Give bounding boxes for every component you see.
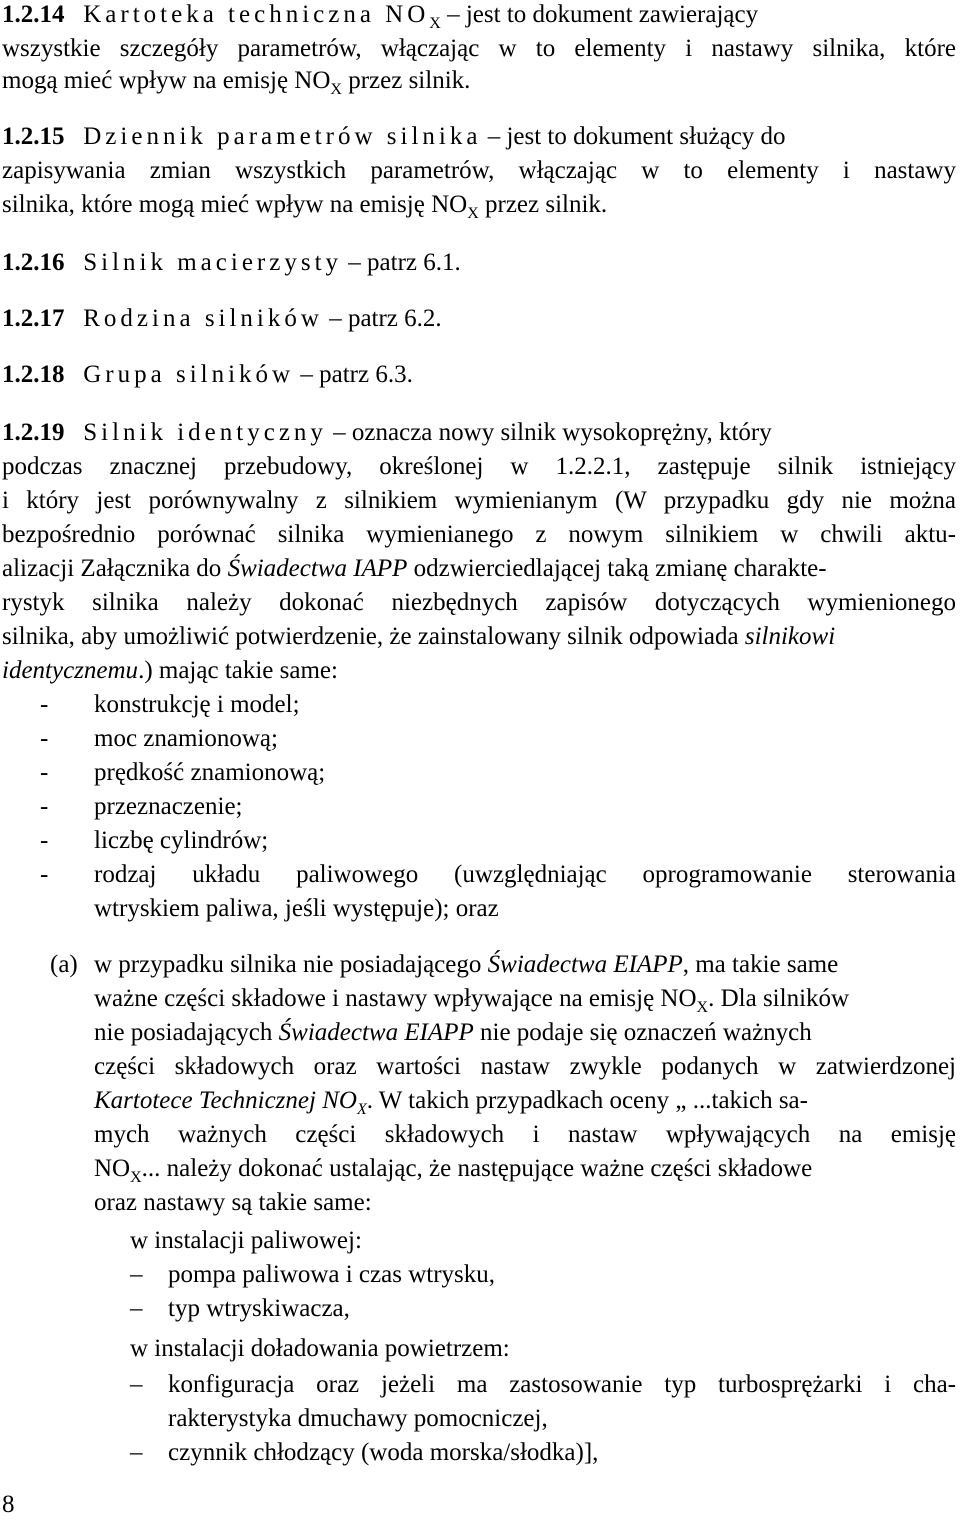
text: , ma takie same xyxy=(682,951,839,978)
list-item: rodzaj układu paliwowego (uwzględniając oprogramowanie sterowania xyxy=(94,861,956,888)
subscript-x: X xyxy=(696,999,709,1016)
section-number: 1.2.16 xyxy=(2,249,65,276)
section-1-2-19-line8 xyxy=(2,656,338,686)
section-1-2-16 xyxy=(2,248,461,278)
air-item: konfiguracja oraz jeżeli ma zastosowanie typ turbosprężarki i cha- xyxy=(168,1371,956,1398)
para-a-line3 xyxy=(94,1018,812,1048)
text: silnika, które mogą mieć wpływ na emisję NO xyxy=(2,191,468,218)
list-item: liczbę cylindrów; xyxy=(94,827,269,854)
list-item-continuation: wtryskiem paliwa, jeśli występuje); oraz xyxy=(94,895,499,922)
para-a-line8: oraz nastawy są takie same: xyxy=(94,1189,372,1216)
section-1-2-19-line1 xyxy=(2,418,772,448)
section-1-2-19-line3: i który jest porównywalny z silnikiem wymienianym (W przypadku gdy nie można xyxy=(2,487,956,514)
fuel-item: typ wtryskiwacza, xyxy=(168,1295,350,1322)
list-marker: - xyxy=(40,861,49,888)
list-item: konstrukcję i model; xyxy=(94,691,300,718)
para-a-label: (a) xyxy=(50,951,78,978)
section-1-2-19-line4: bezpośrednio porównać silnika wymienianego z nowym silnikiem w chwili aktu- xyxy=(2,521,956,548)
section-1-2-18 xyxy=(2,360,413,390)
text: silnika, aby umożliwić potwierdzenie, że zainstalowany silnik odpowiada xyxy=(2,623,745,650)
text: nie posiadających xyxy=(94,1019,279,1046)
page-number: 8 xyxy=(2,1491,15,1518)
section-1-2-14-line3 xyxy=(2,66,470,105)
italic-text: Świadectwa EIAPP xyxy=(487,951,683,978)
reference-text: – patrz 6.1. xyxy=(342,249,461,276)
italic-text: Świadectwa IAPP xyxy=(227,555,408,582)
subscript-x: X xyxy=(330,81,342,98)
section-1-2-15-line2: zapisywania zmian wszystkich parametrów, włączając w to elementy i nastawy xyxy=(2,157,956,184)
subscript-x: X xyxy=(467,205,479,222)
section-1-2-15-line1 xyxy=(2,122,786,152)
list-marker: - xyxy=(40,827,49,854)
italic-text: Kartotece Technicznej NO xyxy=(94,1087,357,1114)
subscript-x: X xyxy=(130,1169,142,1186)
section-1-2-19-line5 xyxy=(2,554,827,584)
air-item: czynnik chłodzący (woda morska/słodka)], xyxy=(168,1439,599,1466)
text: NO xyxy=(94,1155,131,1182)
list-marker: - xyxy=(40,725,49,752)
section-1-2-14-line2: wszystkie szczegóły parametrów, włączając w to elementy i nastawy silnika, które xyxy=(2,35,956,62)
list-item: prędkość znamionową; xyxy=(94,759,326,786)
list-item: przeznaczenie; xyxy=(94,793,243,820)
text: odzwierciedlającej taką zmianę charakte- xyxy=(407,555,827,582)
list-marker: – xyxy=(130,1295,143,1322)
definition-text: – oznacza nowy silnik wysokoprężny, który xyxy=(326,419,772,446)
air-item-continuation: rakterystyka dmuchawy pomocniczej, xyxy=(168,1405,548,1432)
section-number: 1.2.19 xyxy=(2,419,65,446)
reference-text: – patrz 6.2. xyxy=(322,305,442,332)
section-number: 1.2.18 xyxy=(2,361,65,388)
text: przez silnik. xyxy=(478,191,608,218)
section-1-2-19-line2: podczas znacznej przebudowy, określonej w 1.2.2.1, zastępuje silnik istniejący xyxy=(2,453,956,480)
term-dziennik: Dziennik parametrów silnika xyxy=(83,123,482,150)
section-number: 1.2.15 xyxy=(2,123,65,150)
subscript-x: X xyxy=(356,1101,367,1118)
list-marker: – xyxy=(130,1261,143,1288)
para-a-line1 xyxy=(94,950,838,980)
para-a-line4: części składowych oraz wartości nastaw zwykle podanych w zatwierdzonej xyxy=(94,1053,956,1080)
para-a-line6: mych ważnych części składowych i nastaw wpływających na emisję xyxy=(94,1121,956,1148)
text: nie podaje się oznaczeń ważnych xyxy=(473,1019,812,1046)
list-item: moc znamionową; xyxy=(94,725,278,752)
list-marker: – xyxy=(130,1439,143,1466)
term: Grupa silników xyxy=(83,361,295,388)
text: . W takich przypadkach oceny „ ...takich sa- xyxy=(366,1087,808,1114)
text: w przypadku silnika nie posiadającego xyxy=(94,951,488,978)
list-marker: - xyxy=(40,691,49,718)
section-1-2-17 xyxy=(2,304,442,334)
list-marker: - xyxy=(40,793,49,820)
text: .) mając takie same: xyxy=(138,657,338,684)
italic-text: silnikowi xyxy=(744,623,836,650)
term: Silnik macierzysty xyxy=(83,249,343,276)
definition-text: – jest to dokument zawierający xyxy=(440,1,759,28)
text: alizacji Załącznika do xyxy=(2,555,228,582)
term-silnik-identyczny: Silnik identyczny xyxy=(83,419,327,446)
air-heading: w instalacji doładowania powietrzem: xyxy=(130,1335,510,1362)
section-1-2-15-line3 xyxy=(2,190,607,229)
subscript-x: X xyxy=(429,15,441,32)
section-number: 1.2.14 xyxy=(2,1,65,28)
text: mogą mieć wpływ na emisję NO xyxy=(2,67,331,94)
text: przez silnik. xyxy=(341,67,471,94)
italic-text: Świadectwa EIAPP xyxy=(278,1019,474,1046)
section-number: 1.2.17 xyxy=(2,305,65,332)
definition-text: – jest to dokument służący do xyxy=(481,123,786,150)
term: Rodzina silników xyxy=(83,305,323,332)
list-marker: - xyxy=(40,759,49,786)
section-1-2-19-line7 xyxy=(2,622,835,652)
fuel-heading: w instalacji paliwowej: xyxy=(130,1227,362,1254)
text: ważne części składowe i nastawy wpływające na emisję NO xyxy=(94,985,697,1012)
section-1-2-19-line6: rystyk silnika należy dokonać niezbędnych zapisów dotyczących wymienionego xyxy=(2,589,956,616)
italic-text: identycznemu xyxy=(2,657,139,684)
term-kartoteka: Kartoteka techniczna NO xyxy=(83,1,430,28)
text: . Dla silników xyxy=(708,985,850,1012)
text: ... należy dokonać ustalając, że następujące ważne części składowe xyxy=(141,1155,813,1182)
list-marker: – xyxy=(130,1371,143,1398)
reference-text: – patrz 6.3. xyxy=(294,361,413,388)
fuel-item: pompa paliwowa i czas wtrysku, xyxy=(168,1261,496,1288)
